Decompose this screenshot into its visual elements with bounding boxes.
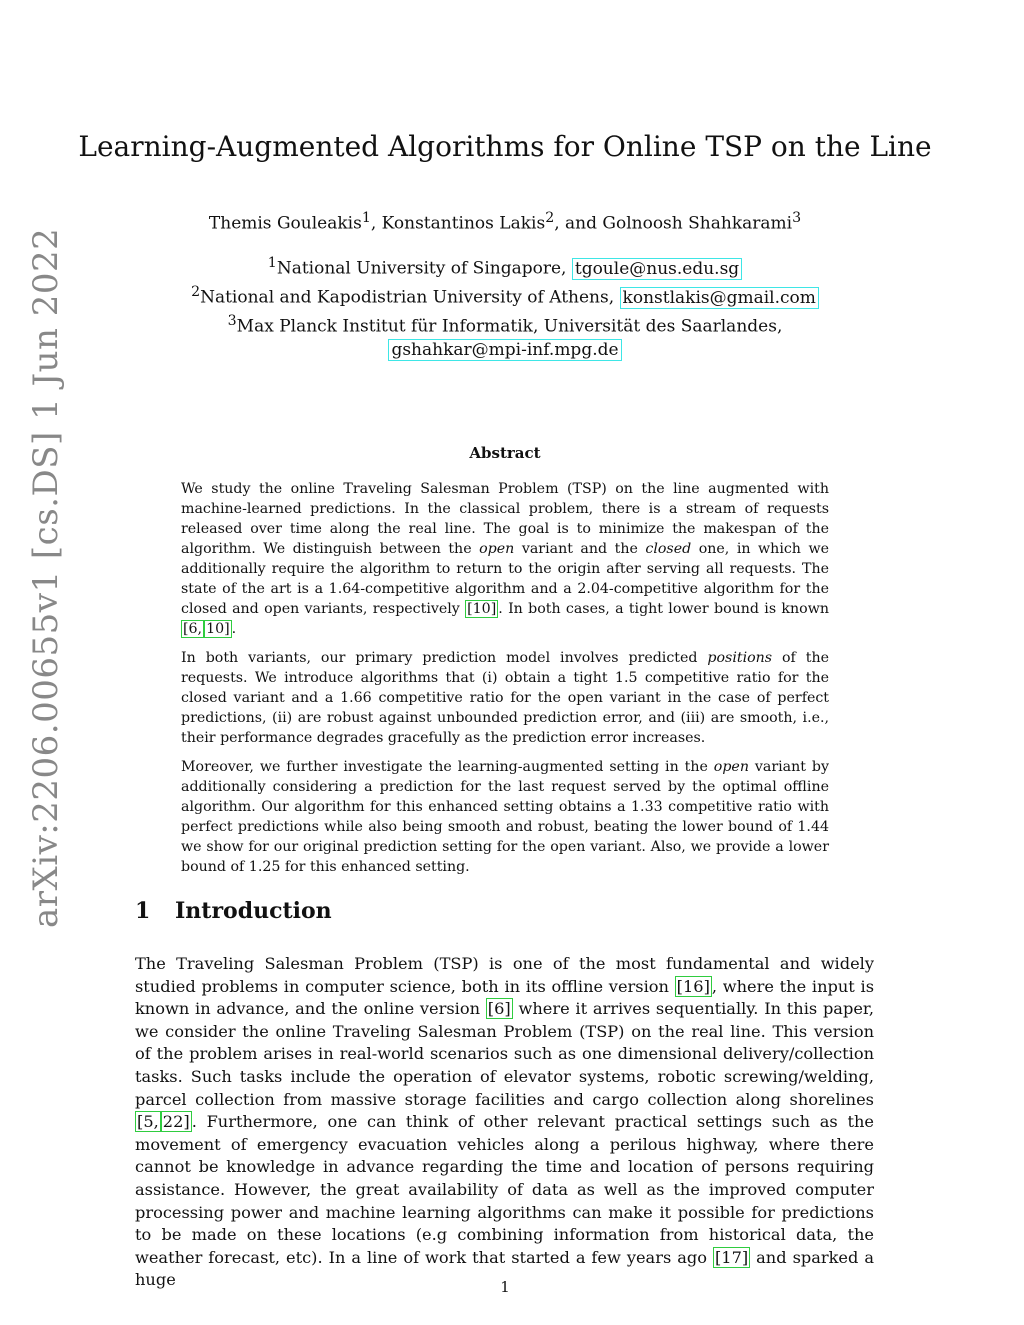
author-1-sup: 1 [361, 210, 371, 226]
affiliation-list [0, 252, 1010, 363]
citation-link[interactable]: 22] [162, 1112, 190, 1132]
introduction-paragraph: The Traveling Salesman Problem (TSP) is one of the most fundamental and widely studied problems in computer science, both in its offline version [16] , where the input is known in advance, and the online version [6] where it arrives sequentially. In this paper, we consider the online Traveling Salesman Problem (TSP) on the real line. This version of the problem arises in real-world scenarios such as one dimensional delivery/collection tasks. Such tasks include the operation of elevator systems, robotic screwing/welding, parcel collection from massive storage facilities and cargo collection along shorelines [5, 22] . Furthermore, one can think of other relevant practical settings such as the movement of emergency evacuation vehicles along a perilous highway, where there cannot be knowledge in advance regarding the time and location of persons requiring assistance. However, the great availability of data as well as the improved computer processing power and machine learning algorithms can make it possible for predictions to be made on these locations (e.g combining information from historical data, the weather forecast, etc). In a line of work that started a few years ago [17] and sparked a huge [135, 954, 874, 1290]
citation-link[interactable]: [6] [487, 999, 511, 1019]
citation-link[interactable]: [17] [714, 1247, 749, 1267]
email-link-2[interactable]: konstlakis@gmail.com [620, 287, 819, 309]
email-link-3[interactable]: gshahkar@mpi-inf.mpg.de [388, 339, 621, 361]
abstract-paragraph-1: We study the online Traveling Salesman Problem (TSP) on the line augmented with machine-learned predictions. In the classical problem, there is a stream of requests released over time along the real line. The goal is to minimize the makespan of the algorithm. We distinguish between the open variant and the closed one, in which we additionally require the algorithm to return to the origin after serving all requests. The state of the art is a 1.64-competitive algorithm and a 2.04-competitive algorithm for the closed and open variants, respectively [10] . In both cases, a tight lower bound is known [6, 10] . [181, 481, 829, 637]
author-1: Themis Gouleakis [208, 213, 362, 234]
author-2: Konstantinos Lakis [381, 213, 546, 234]
affiliation-1: $^1$National University of Singapore, tgoule@nus.edu.sg [0, 252, 1010, 281]
author-3-sup: 3 [792, 210, 802, 226]
arxiv-identifier: arXiv:2206.00655v1 [cs.DS] 1 Jun 2022 [26, 227, 66, 928]
abstract-heading: Abstract [469, 444, 541, 462]
citation-link[interactable]: [5, [137, 1112, 159, 1132]
affiliation-2: $^2$National and Kapodistrian University of Athens, konstlakis@gmail.com [0, 281, 1010, 310]
citation-link[interactable]: [16] [676, 976, 710, 996]
citation-link[interactable]: [6, [183, 621, 203, 637]
affiliation-3-email [0, 339, 1010, 363]
author-3: Golnoosh Shahkarami [602, 213, 793, 234]
citation-link[interactable]: 10] [206, 621, 230, 637]
section-heading [135, 898, 332, 924]
abstract-body [181, 479, 829, 886]
abstract-paragraph-3: Moreover, we further investigate the learning-augmented setting in the open variant by additionally considering a prediction for the last request served by the optimal offline algorithm. Our algorithm for this enhanced setting obtains a 1.33 competitive ratio with perfect predictions while also being smooth and robust, beating the lower bound of 1.44 we show for our original prediction setting for the open variant. Also, we provide a lower bound of 1.25 for this enhanced setting. [181, 759, 829, 875]
abstract-paragraph-2: In both variants, our primary prediction model involves predicted positions of the requests. We introduce algorithms that (i) obtain a tight 1.5 competitive ratio for the closed variant and a 1.66 competitive ratio for the open variant in the case of perfect predictions, (ii) are robust against unbounded prediction error, and (iii) are smooth, i.e., their performance degrades gracefully as the prediction error increases. [181, 650, 829, 746]
section-title: Introduction [175, 898, 332, 924]
author-list: Themis Gouleakis$^1$, Konstantinos Lakis$^2$, and Golnoosh Shahkarami$^3$ [208, 210, 802, 234]
author-2-sup: 2 [545, 210, 555, 226]
paper-title: Learning-Augmented Algorithms for Online TSP on the Line [78, 130, 932, 163]
email-link-1[interactable]: tgoule@nus.edu.sg [572, 258, 742, 280]
citation-link[interactable]: [10] [467, 601, 497, 617]
page-number: 1 [500, 1278, 510, 1296]
section-number: 1 [135, 898, 151, 924]
affiliation-3: $^3$Max Planck Institut für Informatik, Universität des Saarlandes, [227, 313, 783, 337]
